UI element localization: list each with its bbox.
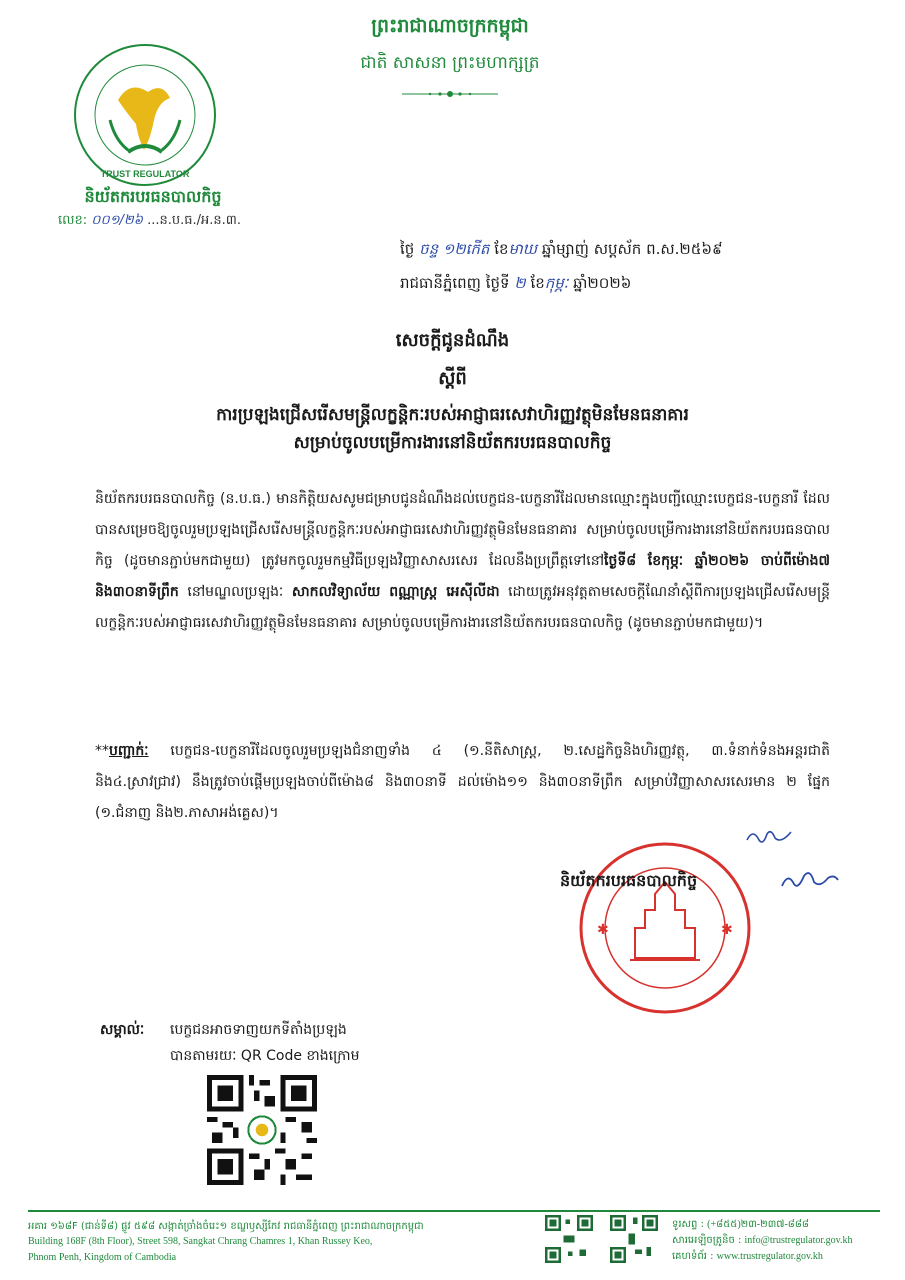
body-exam-venue: សាកលវិទ្យាល័យ ពណ្ណាស្ត្រ អេស៊ីលីដា — [291, 584, 500, 600]
email-label: សារអេឡិចត្រូនិច : — [672, 1235, 742, 1246]
city-month-label: ខែ — [530, 274, 545, 292]
month-label: ខែ — [494, 240, 509, 258]
footer-phone — [672, 1217, 809, 1232]
website-label: គេហទំព័រ : — [672, 1251, 714, 1262]
document-subject-line1: ការប្រឡងជ្រើសរើសមន្ត្រីលក្ខន្តិកៈរបស់អាជ្ញាធរសេវាហិរញ្ញវត្ថុមិនមែនធនាគារ — [216, 405, 689, 425]
note-prefix: ** — [95, 743, 109, 759]
handwritten-initials-icon — [745, 824, 795, 850]
email-link[interactable]: info@trustregulator.gov.kh — [744, 1235, 853, 1246]
city-day-handwritten: ២ — [514, 274, 526, 292]
svg-text:✱: ✱ — [597, 922, 609, 938]
footer-address-en-2: Phnom Penh, Kingdom of Cambodia — [28, 1252, 177, 1263]
footer-qr-code-2[interactable] — [610, 1215, 658, 1263]
footer-email[interactable] — [672, 1233, 853, 1248]
remark-label: សម្គាល់ៈ — [100, 1022, 145, 1038]
signatory-title: និយ័តករបរធនបាលកិច្ច — [560, 871, 698, 890]
kingdom-heading: ព្រះរាជាណាចក្រកម្ពុជា — [371, 15, 529, 37]
day-handwritten: ចន្ទ ១២កើត — [419, 240, 490, 258]
document-subject-line2: សម្រាប់ចូលបម្រើការងារនៅនិយ័តករបរធនបាលកិច្ច — [293, 433, 612, 453]
note-header: បញ្ជាក់ៈ — [109, 743, 149, 759]
reference-suffix: ...ន.ប.ធ./អ.ន.៣. — [147, 213, 242, 228]
lunar-date — [400, 240, 723, 262]
document-subtitle: ស្តីពី — [438, 368, 467, 389]
body-text-3: ដោយត្រូវអនុវត្តតាមសេចក្តីណែនាំស្តីពីការប្រឡងជ្រើសរើសមន្ត្រីលក្ខន្តិកៈរបស់អាជ្ញាធរសេវាហិរញ្ញវត្ថុមិនមែនធនាគារ សម្រាប់ចូលបម្រើការងារនៅនិយ័តករបរធនបាលកិច្ច (ដូចមានភ្ជាប់មកជាមួយ)។ — [95, 584, 831, 631]
city-text: រាជធានីភ្នំពេញ ថ្ងៃទី — [400, 274, 510, 292]
trust-regulator-logo — [70, 40, 220, 190]
city-year-text: ឆ្នាំ២០២៦ — [573, 274, 632, 292]
footer-qr-code-1[interactable] — [545, 1215, 593, 1263]
exam-location-qr-code[interactable] — [207, 1075, 317, 1185]
national-motto: ជាតិ សាសនា ព្រះមហាក្សត្រ — [360, 53, 540, 73]
city-date — [400, 274, 631, 296]
day-label: ថ្ងៃ — [400, 240, 415, 258]
body-paragraph — [95, 484, 830, 639]
remark-line-2: បានតាមរយៈ QR Code ខាងក្រោម — [170, 1048, 360, 1064]
footer-address-km: អគារ ១៦៨F (ជាន់ទី៨) ផ្លូវ ៥៩៨ សង្កាត់ច្រាំងចំរេះ១ ខណ្ឌឫស្សីកែវ រាជធានីភ្នំពេញ ព្រះរាជាណាចក្រកម្ពុជា — [28, 1221, 424, 1232]
svg-text:✱: ✱ — [721, 922, 733, 938]
month-handwritten: មាឃ — [508, 240, 538, 258]
footer-divider — [28, 1210, 880, 1212]
website-link[interactable]: www.trustregulator.gov.kh — [716, 1251, 823, 1262]
ornament-divider-icon — [400, 88, 500, 100]
city-month-handwritten: កុម្ភៈ — [544, 274, 569, 292]
remark-line-1: បេក្ខជនអាចទាញយកទីតាំងប្រឡង — [170, 1022, 347, 1038]
reference-handwritten: ០០១/២៦ — [91, 213, 143, 228]
footer-address-en-1: Building 168F (8th Floor), Street 598, Sangkat Chrang Chamres 1, Khan Russey Keo, — [28, 1236, 373, 1247]
phone-value: (+៨៥៥)២៣-២៣៧-៨៨៨ — [707, 1219, 810, 1230]
reference-label: លេខ: — [58, 213, 88, 228]
svg-text:TRUST REGULATOR: TRUST REGULATOR — [100, 169, 190, 179]
footer-website[interactable] — [672, 1249, 823, 1264]
body-exam-date: ថ្ងៃទី៨ ខែកុម្ភៈ ឆ្នាំ២០២៦ ចាប់ពីម៉ោង៧ និង៣០នាទីព្រឹក — [95, 553, 830, 600]
body-text-2: នៅមណ្ឌលប្រឡងៈ — [178, 584, 292, 600]
note-paragraph — [95, 736, 830, 829]
note-text: បេក្ខជន-បេក្ខនារីដែលចូលរួមប្រឡងជំនាញទាំង ៤ (១.នីតិសាស្ត្រ, ២.សេដ្ឋកិច្ចនិងហិរញ្ញវត្ថុ, ៣.ទំនាក់ទំនងអន្តរជាតិ និង៤.ស្រាវជ្រាវ) នឹងត្រូវចាប់ផ្តើមប្រឡងចាប់ពីម៉ោង៨ និង៣០នាទី ដល់ម៉ោង១១ និង៣០នាទីព្រឹក សម្រាប់វិញ្ញាសាសរសេរមាន ២ ផ្នែក (១.ជំនាញ និង២.ភាសាអង់គ្លេស)។ — [95, 743, 830, 821]
official-seal-stamp — [575, 838, 755, 1018]
organization-name: និយ័តករបរធនបាលកិច្ច — [84, 187, 222, 206]
document-title: សេចក្តីជូនដំណឹង — [395, 330, 510, 351]
phone-label: ទូរសព្ទ : — [672, 1219, 704, 1230]
body-text-1: និយ័តករបរធនបាលកិច្ច (ន.ប.ធ.) មានកិត្តិយសសូមជម្រាបជូនដំណឹងដល់បេក្ខជន-បេក្ខនារីដែលមានឈ្មោះក្នុងបញ្ជីឈ្មោះបេក្ខជន-បេក្ខនារី ដែលបានសម្រេចឱ្យចូលរួមប្រឡងជ្រើសរើសមន្ត្រីលក្ខន្តិកៈរបស់អាជ្ញាធរសេវាហិរញ្ញវត្ថុមិនមែនធនាគារ សម្រាប់ចូលបម្រើការងារនៅនិយ័តករបរធនបាលកិច្ច (ដូចមានភ្ជាប់មកជាមួយ) ត្រូវមកចូលរួមកម្មវិធីប្រឡងវិញ្ញាសាសរសេរ ដែលនឹងប្រព្រឹត្តទៅនៅ — [95, 491, 830, 569]
reference-number — [58, 212, 241, 231]
year-text: ឆ្នាំម្សាញ់ សប្តស័ក ព.ស.២៥៦៩ — [541, 240, 723, 258]
signature-icon — [780, 866, 840, 894]
